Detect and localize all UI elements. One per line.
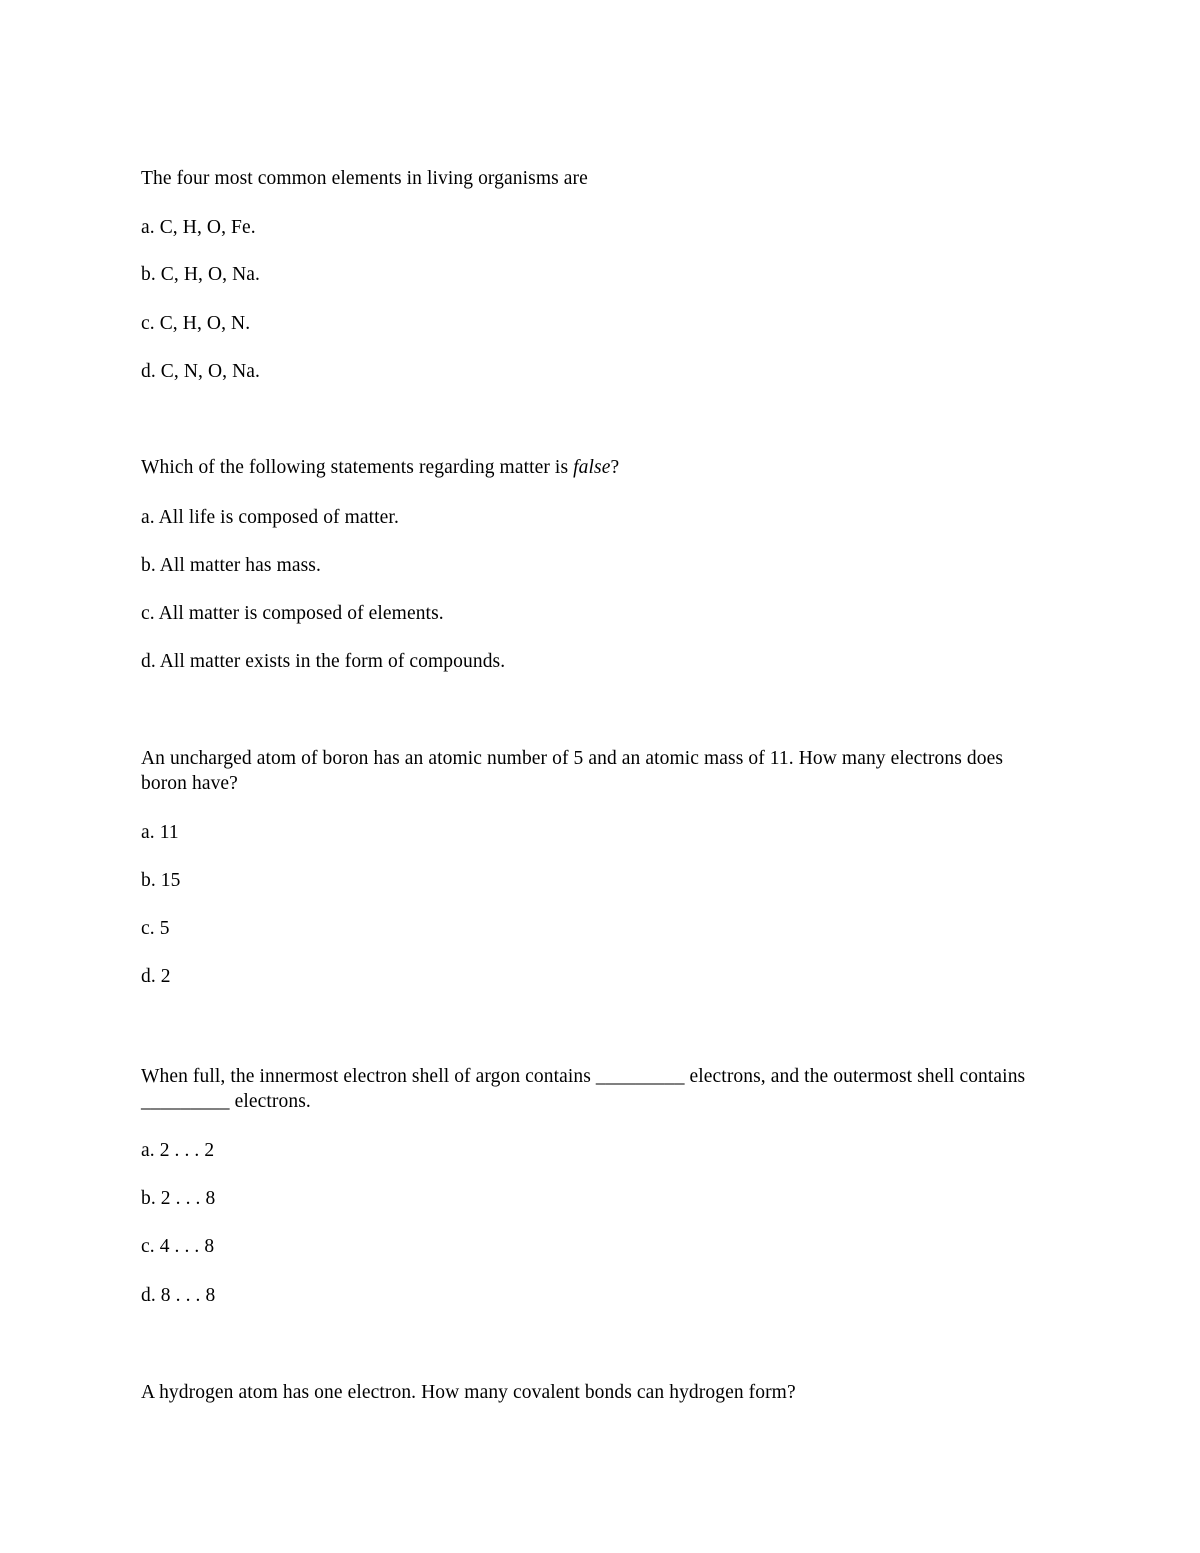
question-5-stem: A hydrogen atom has one electron. How many covalent bonds can hydrogen form? (141, 1382, 796, 1403)
question-4-option-c: c. 4 . . . 8 (141, 1236, 215, 1257)
question-4-option-d: d. 8 . . . 8 (141, 1285, 216, 1306)
question-2-option-a: a. All life is composed of matter. (141, 507, 399, 528)
question-3-option-a: a. 11 (141, 822, 179, 843)
question-2-option-d: d. All matter exists in the form of compounds. (141, 651, 506, 672)
question-2-option-b: b. All matter has mass. (141, 555, 321, 576)
question-2-stem-before: Which of the following statements regarding matter is (141, 457, 574, 478)
question-2-option-c: c. All matter is composed of elements. (141, 603, 444, 624)
question-3-option-d: d. 2 (141, 966, 171, 987)
question-1-option-c: c. C, H, O, N. (141, 313, 251, 334)
question-3-stem: An uncharged atom of boron has an atomic number of 5 and an atomic mass of 11. How many electrons does boron have? (141, 748, 1004, 794)
question-3-option-c: c. 5 (141, 918, 170, 939)
question-1-option-d: d. C, N, O, Na. (141, 361, 261, 382)
question-1-stem: The four most common elements in living organisms are (141, 168, 588, 189)
question-4-option-b: b. 2 . . . 8 (141, 1188, 216, 1209)
question-2-stem-after: ? (610, 457, 620, 478)
question-4-option-a: a. 2 . . . 2 (141, 1140, 215, 1161)
question-2-stem-emphasis: false (573, 457, 611, 478)
question-2-stem (141, 455, 619, 480)
question-1-option-b: b. C, H, O, Na. (141, 264, 261, 285)
question-3-option-b: b. 15 (141, 870, 181, 891)
question-4-stem: When full, the innermost electron shell of argon contains _________ electrons, and the outermost shell contains _________ electrons. (141, 1066, 1026, 1112)
question-1-option-a: a. C, H, O, Fe. (141, 217, 256, 238)
